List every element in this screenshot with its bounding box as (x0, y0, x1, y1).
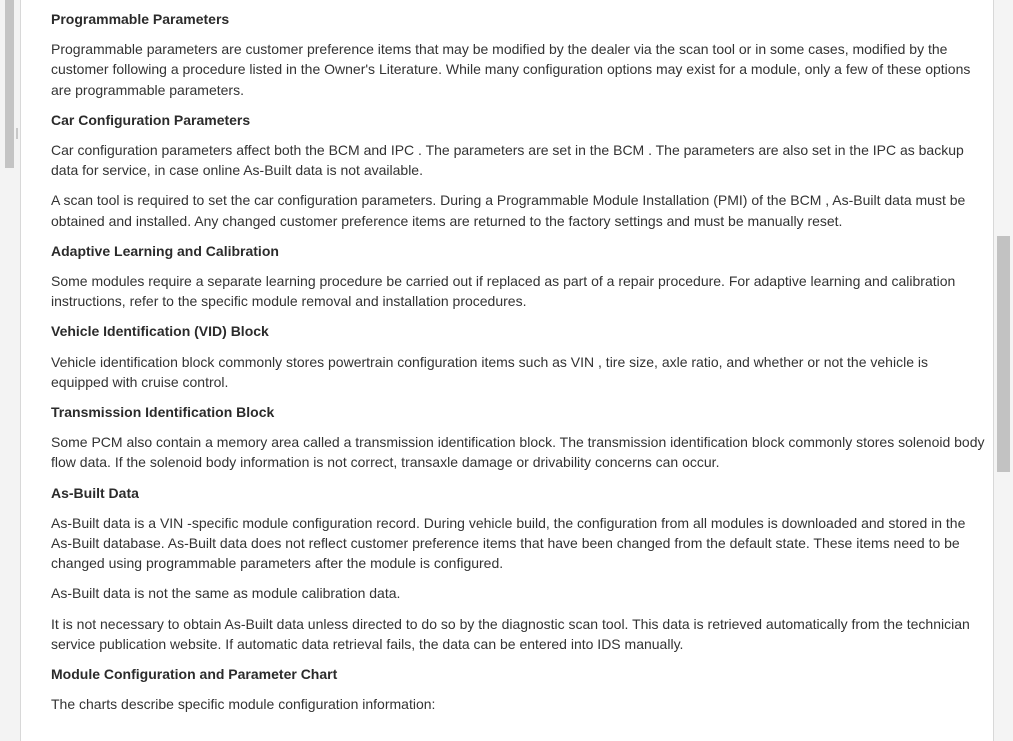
content-scrollbar-thumb[interactable] (997, 236, 1010, 472)
paragraph: As-Built data is not the same as module calibration data. (51, 585, 401, 602)
outer-scrollbar[interactable] (0, 0, 20, 741)
outer-scrollbar-thumb[interactable] (5, 0, 14, 168)
paragraph: Programmable parameters are customer preference items that may be modified by the dealer via the scan tool or in some cases, modified by the customer following a procedure listed in the Owner's Literature. While many configuration options may exist for a module, only a few of these options are programmable parameters. (51, 41, 971, 98)
heading-programmable-parameters: Programmable Parameters (51, 11, 230, 27)
paragraph: Some modules require a separate learning procedure be carried out if replaced as part of a repair procedure. For adaptive learning and calibration instructions, refer to the specific module removal and installation procedures. (51, 273, 956, 310)
heading-transmission-identification-block: Transmission Identification Block (51, 404, 275, 421)
paragraph: The charts describe specific module configuration information: (51, 696, 436, 713)
document-content (51, 9, 986, 724)
paragraph: It is not necessary to obtain As-Built data unless directed to do so by the diagnostic scan tool. This data is retrieved automatically from the technician service publication website. If automatic data retrieval fails, the data can be entered into IDS manually. (51, 615, 970, 652)
content-scrollbar[interactable] (994, 0, 1013, 741)
heading-car-configuration-parameters: Car Configuration Parameters (51, 111, 251, 128)
paragraph: Car configuration parameters affect both the BCM and IPC . The parameters are set in the BCM . The parameters are also set in the IPC as backup data for service, in case online As-Built data is not available. (51, 142, 964, 179)
outer-scrollbar-marker (16, 128, 18, 139)
document-panel (20, 0, 994, 741)
paragraph: Some PCM also contain a memory area called a transmission identification block. The transmission identification block commonly stores solenoid body flow data. If the solenoid body information is not correct, transaxle damage or drivability concerns can occur. (51, 434, 985, 471)
paragraph: A scan tool is required to set the car configuration parameters. During a Programmable Module Installation (PMI) of the BCM , As-Built data must be obtained and installed. Any changed customer preference items are returned to the factory settings and must be manually reset. (51, 192, 966, 229)
heading-adaptive-learning-calibration: Adaptive Learning and Calibration (51, 242, 279, 259)
paragraph: Vehicle identification block commonly stores powertrain configuration items such as VIN , tire size, axle ratio, and whether or not the vehicle is equipped with cruise control. (51, 353, 928, 390)
heading-as-built-data: As-Built Data (51, 484, 139, 501)
heading-module-configuration-chart: Module Configuration and Parameter Chart (51, 666, 338, 683)
heading-vehicle-identification-block: Vehicle Identification (VID) Block (51, 323, 269, 340)
paragraph: As-Built data is a VIN -specific module configuration record. During vehicle build, the configuration from all modules is downloaded and stored in the As-Built database. As-Built data does not reflect customer preference items that have been changed from the default state. These items need to be changed using programmable parameters after the module is configured. (51, 514, 966, 572)
